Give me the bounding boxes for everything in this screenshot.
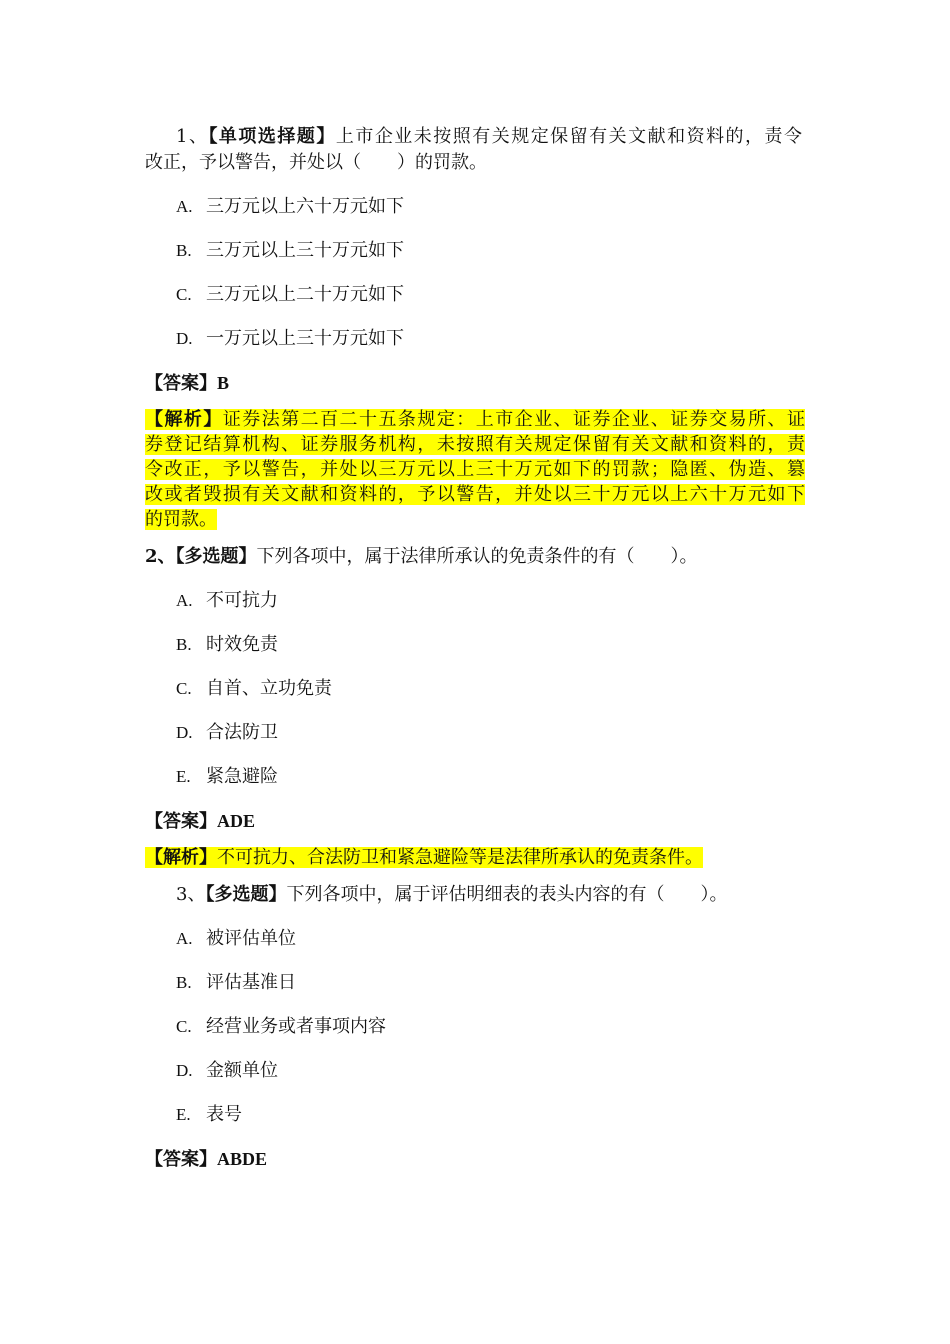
option-letter: D. (176, 329, 193, 348)
question-3-option-e (176, 1103, 836, 1127)
option-text: 紧急避险 (206, 766, 278, 787)
question-1-answer (145, 371, 805, 396)
question-2-option-a (176, 589, 836, 613)
question-2-analysis (145, 846, 805, 870)
answer-value: B (217, 373, 230, 393)
option-text: 三万元以上二十万元如下 (206, 284, 404, 305)
question-2-stem-text: 下列各项中，属于法律所承认的免责条件的有（ ）。 (256, 546, 698, 567)
question-1-stem-text: 上市企业未按照有关规定保留有关文献和资料的，责令 (335, 126, 803, 147)
analysis-label: 【解析】 (145, 409, 223, 430)
question-1-type: 【单项选择题】 (208, 126, 336, 147)
option-text: 一万元以上三十万元如下 (206, 328, 404, 349)
question-3-option-a (176, 927, 836, 951)
option-text: 金额单位 (206, 1060, 278, 1081)
option-letter: C. (176, 285, 192, 304)
analysis-text: 不可抗力、合法防卫和紧急避险等是法律所承认的免责条件。 (217, 847, 703, 868)
analysis-label: 【解析】 (145, 847, 217, 868)
question-2-option-d (176, 721, 836, 745)
question-3-type: 【多选题】 (205, 884, 287, 905)
option-text: 评估基准日 (206, 972, 296, 993)
option-text: 三万元以上六十万元如下 (206, 196, 404, 217)
analysis-text: 令改正，予以警告，并处以三万元以上三十万元如下的罚款；隐匿、伪造、篡 (145, 459, 805, 480)
question-1-stem-line-1 (176, 125, 802, 149)
question-2-answer (145, 809, 805, 834)
analysis-text: 改或者毁损有关文献和资料的，予以警告，并处以三十万元以上六十万元如下 (145, 484, 805, 505)
question-1-option-d (176, 327, 836, 351)
question-1-stem-line-2: 改正，予以警告，并处以（ ）的罚款。 (145, 152, 487, 173)
answer-label: 【答案】 (145, 811, 217, 832)
option-text: 被评估单位 (206, 928, 296, 949)
answer-value: ABDE (217, 1149, 268, 1169)
option-letter: B. (176, 973, 192, 992)
option-text: 时效免责 (206, 634, 278, 655)
question-3-number: 3、 (176, 884, 206, 905)
question-3-answer (145, 1147, 805, 1172)
analysis-text: 的罚款。 (145, 509, 217, 530)
option-letter: C. (176, 679, 192, 698)
question-2-option-e (176, 765, 836, 789)
question-1-option-a (176, 195, 836, 219)
question-2-number: 2、 (145, 546, 176, 567)
question-3-stem-text: 下列各项中，属于评估明细表的表头内容的有（ ）。 (286, 884, 728, 905)
option-text: 表号 (206, 1104, 242, 1125)
option-letter: B. (176, 635, 192, 654)
question-3-option-c (176, 1015, 836, 1039)
question-1-number: 1、 (176, 126, 209, 147)
option-letter: B. (176, 241, 192, 260)
option-letter: E. (176, 767, 191, 786)
option-letter: E. (176, 1105, 191, 1124)
option-text: 不可抗力 (206, 590, 278, 611)
question-1-analysis-line-3 (145, 458, 805, 482)
option-letter: D. (176, 1061, 193, 1080)
question-3-option-d (176, 1059, 836, 1083)
question-3-option-b (176, 971, 836, 995)
analysis-text: 券登记结算机构、证券服务机构，未按照有关规定保留有关文献和资料的，责 (145, 434, 805, 455)
question-2-stem (145, 545, 805, 569)
option-letter: A. (176, 929, 193, 948)
option-text: 经营业务或者事项内容 (206, 1016, 386, 1037)
option-text: 合法防卫 (206, 722, 278, 743)
question-1-option-c (176, 283, 836, 307)
answer-value: ADE (217, 811, 256, 831)
question-3-stem (176, 883, 836, 907)
option-text: 三万元以上三十万元如下 (206, 240, 404, 261)
option-letter: A. (176, 591, 193, 610)
question-1-analysis-line-4 (145, 483, 805, 507)
option-letter: C. (176, 1017, 192, 1036)
question-1-option-b (176, 239, 836, 263)
question-1-analysis-line-5 (145, 508, 805, 532)
question-1-analysis-line-2 (145, 433, 805, 457)
question-2-option-c (176, 677, 836, 701)
question-2-type: 【多选题】 (175, 546, 257, 567)
question-1-analysis-line-1 (145, 408, 805, 432)
question-2-option-b (176, 633, 836, 657)
analysis-text: 证券法第二百二十五条规定：上市企业、证券企业、证券交易所、证 (222, 409, 806, 430)
answer-label: 【答案】 (145, 373, 217, 394)
option-text: 自首、立功免责 (206, 678, 332, 699)
option-letter: D. (176, 723, 193, 742)
option-letter: A. (176, 197, 193, 216)
answer-label: 【答案】 (145, 1149, 217, 1170)
